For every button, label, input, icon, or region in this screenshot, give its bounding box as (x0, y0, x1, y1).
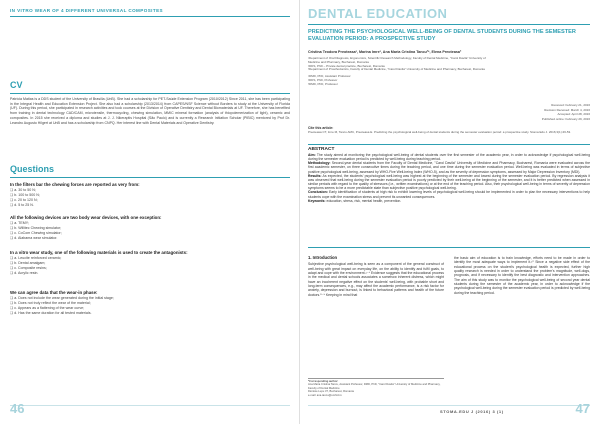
right-footer-rule (308, 405, 590, 406)
question-2-option-a[interactable]: ❑ a. TEMY; (10, 221, 29, 226)
question-4-option-b[interactable]: ❑ b. Does not truly reflect the wear of the material; (10, 301, 91, 305)
question-1 (10, 182, 290, 207)
cv-heading: CV (10, 80, 23, 90)
abstract-heading: ABSTRACT (308, 147, 335, 152)
question-2-text: All the following devices are two body wear devices, with one exception: (10, 215, 162, 220)
question-3-text: In a vitro wear study, one of the following materials is used to create the antagonists: (10, 250, 188, 255)
question-2-option-d[interactable]: ❑ d. Alabama wear simulator. (10, 235, 58, 240)
question-4-option-a[interactable]: ❑ a. Does not include the wear generated during the initial stage; (10, 296, 114, 301)
intro-column-2 (454, 256, 590, 295)
footnote-email[interactable]: e-mail: ana.tancu@umfcd.ro (308, 393, 342, 397)
right-page-number: 47 (575, 401, 590, 416)
affiliation-3: ³Department of Prosthodontics, Faculty of Dental Medicine, "Carol Davila" University of Medicine and Pharmacy, Bucharest, Romania (308, 67, 485, 72)
date-received: Received: February 21, 2016 (551, 103, 590, 107)
question-2 (10, 215, 290, 240)
question-1-option-a[interactable]: ❑ a. 30 to 50 N; (10, 188, 36, 193)
left-page-number: 46 (10, 401, 25, 416)
intro-text-1: Subjective psychological well-being is seen as a component of the general construct of well-being with great impact on everyday life, on the ability to identify and fulfil goals, to adapt and cope with the environment.¹⁻⁴ Evidence suggests that the educational process in the medical and dental schools associates a somehow inherent distress, which might have an incoherent negative effect on the students' well-being, with probable short and long-term consequences, e.g., may affect the academic performance, is a risk factor for anxiety, depression and burnout, is linked to behavioral patterns and health of the future doctors.⁵⁻⁹ Keeping in mind that (308, 262, 444, 297)
abstract-aim: The study aimed at monitoring the psychological well-being of dental students over the first semester of the academic year, in order to acknowledge if psychological well-being during the semester evaluation period is predicted by well-being during teaching period. (308, 153, 590, 162)
right-header-rule (308, 24, 590, 25)
question-3 (10, 250, 290, 275)
left-footer-rule (10, 405, 290, 406)
intro-text-2: the basic aim of education is to train knowledge, efforts need to be made in order to identify the most adequate ways to implement it.¹⁰ Since a negative side effect of the educational process on the student's psychological health is expected, further high quality research is needed in order to understand the problem's magnitude, well-dogs, prognosis, and if necessary to identify the best diagnostic and intervention approaches. The aim of this study was to monitor the psychological well-being of second year dental students during the semester of the academic year, in order to acknowledge if the psychological well-being during the semester evaluation period is predicted by well-being during the teaching period. (454, 256, 590, 295)
intro-column-1 (308, 256, 444, 297)
article-dates (500, 103, 590, 121)
article-title: PREDICTING THE PSYCHOLOGICAL WELL-BEING OF DENTAL STUDENTS DURING THE SEMESTER EVALUATION PERIOD: A PROSPECTIVE STUDY (308, 29, 576, 42)
corresponding-author-footnote (308, 378, 444, 397)
question-3-option-c[interactable]: ❑ c. Composite resins; (10, 265, 47, 270)
abstract-aim-label: Aim: (308, 153, 316, 157)
questions-rule (10, 177, 290, 178)
affiliation-4: ¹DMD, PhD, Assistant Professor (308, 74, 351, 79)
cv-text: Patrícia Matias is a DDS student of the University of Brasília (UnB). She had a scholarship for PET-Saúde Extension Program (2010/2012) Since 2011, she has been participating in the Integral Health and Education Extension Project. She also had a scholarship (2013/2014) from CAPES/NSF Science without Borders to study at the University of Florida (UF). During this period, she participated in research activities and took courses at the Division of Operative Dentistry and Dental Biomaterials at UF. Therefore, she has benefited from training in dental technology CAD/CAM, microtensile, thermocycling, chewing simulation, MMIC mineral formation (analysis of thiopolemerization of light), ceramic and composites. In 2015 she received a diploma and studies at J. J. Nikeraptis Hospital (São Paulo) and is currently a Research Initiation Scholar (PIBIC) mentored by Prof Dr. Leandro Augusto Hilgert at UnB and has a scholarship from CNPQ. Her interest line with Dental Materials and Operative Dentistry. (10, 97, 290, 125)
date-revision: Revision Received: March 4, 2016 (544, 107, 590, 112)
question-4-option-d[interactable]: ❑ d. Has the same duration for all tested materials. (10, 310, 92, 315)
affiliation-5: ²DDS, PhD, Professor (308, 77, 338, 82)
question-2-option-c[interactable]: ❑ c. CoCom Chewing simulator; (10, 230, 62, 235)
affiliation-2: ²DDS, PhD – Private dental practice, Bucharest, Romania (308, 63, 385, 68)
abstract-methods-label: Methodology: (308, 161, 331, 166)
footnote-3: Dionisie Lupu 37, Bucharest, Romania (308, 390, 354, 394)
abstract-results: As expected, the students' psychological well-being was highest at the beginning of the semester and lowest during the semester evaluation period. By regression analysis it was observed that well-being during the semester evaluation period is poorly predicted by their well-being at the beginning of the semester, and it is better predicted when assessed in similar periods with regard to the quality of stressors (i.e., written examinations) or at the end of the teaching period. Also, their psychological well-being in terms of severity of depression symptoms seems to be a more predictable state than subjective positive psychological well-being. (308, 173, 590, 191)
footnote-2: Ana Maria Cristina Tancu, Assistant Professor, DMD, PhD, "Carol Davila" University of Medicine and Pharmacy, Faculty of Dental Medicine (308, 383, 441, 390)
left-running-head-rule (10, 16, 290, 17)
abstract-keywords: education, stress, risk, mental health, prevention. (326, 198, 402, 203)
abstract-text (308, 153, 590, 203)
question-1-option-d[interactable]: ❑ d. 5 to 25 N. (10, 202, 34, 207)
question-2-option-b[interactable]: ❑ b. Willitec Chewing simulator; (10, 226, 62, 230)
question-1-option-c[interactable]: ❑ c. 20 to 120 N; (10, 197, 38, 202)
question-3-option-b[interactable]: ❑ b. Dental amalgam; (10, 261, 46, 265)
citation-label: Cite this article: (308, 126, 334, 130)
affiliation-6: ³DMD, PhD, Professor (308, 81, 338, 86)
question-3-option-a[interactable]: ❑ a. Leucite reinforced ceramic; (10, 256, 62, 261)
question-1-text: In the filters bar the chewing forces are reported as very from: (10, 182, 140, 187)
abstract-conclusion: Early identification of students at high risk to exhibit lowering levels of psychological well-being should be implemented in order to plan the necessary interventions to help students cope with the examination stress and prevent its unwanted consequences. (308, 190, 590, 199)
abstract-keywords-label: Keywords: (308, 198, 326, 203)
article-authors: Cristina Teodora Preoteasa¹, Marina Imre¹, Ana Maria Cristina Tancu²*, Elena Preoteasa² (308, 50, 462, 54)
citation-block (308, 127, 590, 135)
affiliations (308, 57, 498, 87)
questions-heading: Questions (10, 164, 55, 174)
date-published: Published online: February 29, 2016 (541, 116, 590, 121)
intro-heading: 1. Introduction (308, 255, 338, 260)
question-1-option-b[interactable]: ❑ b. 100 to 500 N; (10, 193, 40, 197)
footer-journal-name: STOMA.EDU J (2016) 3 (1) (440, 409, 504, 414)
question-4-text: We can agree data that the wear-in phase: (10, 290, 98, 295)
abstract-methods: Second-year dental students from the Faculty of Dental Medicine, "Carol Davila" University of Medicine and Pharmacy, Bucharest, Romania were evaluated across the first academic semester, on three consecutive times during the teaching period, and one time during the semester evaluation period. Well-being was evaluated in terms of subjective positive psychological well-being, assessed by WHO-Five Well-being Index (WHO-5), and as the severity of depression symptoms, assessed by Major Depression Inventory (MDI). (308, 161, 590, 174)
citation-text[interactable]: Preoteasa CT, Imre M, Tancu AMC, Preoteasa E. Predicting the psychological well-being of dental students during the semester evaluation period: a prospective study. Stoma Edu J. 2016;3(1):46-53. (308, 129, 572, 134)
abstract-box (308, 144, 590, 248)
left-running-head: IN VITRO WEAR OF 4 DIFFERENT UNIVERSAL COMPOSITES (10, 8, 163, 13)
abstract-conclusion-label: Conclusion: (308, 190, 328, 195)
question-4-option-c[interactable]: ❑ c. Appears as a flattening of the wear curve; (10, 305, 85, 310)
affiliation-1: ¹Department of Oral Diagnosis, Ergonomics, Scientific Research Methodology, Faculty of Dental Medicine, "Carol Davila" University of Medicine and Pharmacy, Bucharest, Romania (308, 56, 486, 64)
abstract-results-label: Results: (308, 173, 322, 178)
question-4 (10, 290, 290, 315)
journal-section-title: DENTAL EDUCATION (308, 6, 448, 21)
footnote-1: *Corresponding author: (308, 380, 339, 383)
cv-rule (10, 93, 290, 94)
date-accepted: Accepted: April 28, 2016 (557, 112, 590, 116)
question-3-option-d[interactable]: ❑ d. Acrylic resin. (10, 270, 39, 275)
